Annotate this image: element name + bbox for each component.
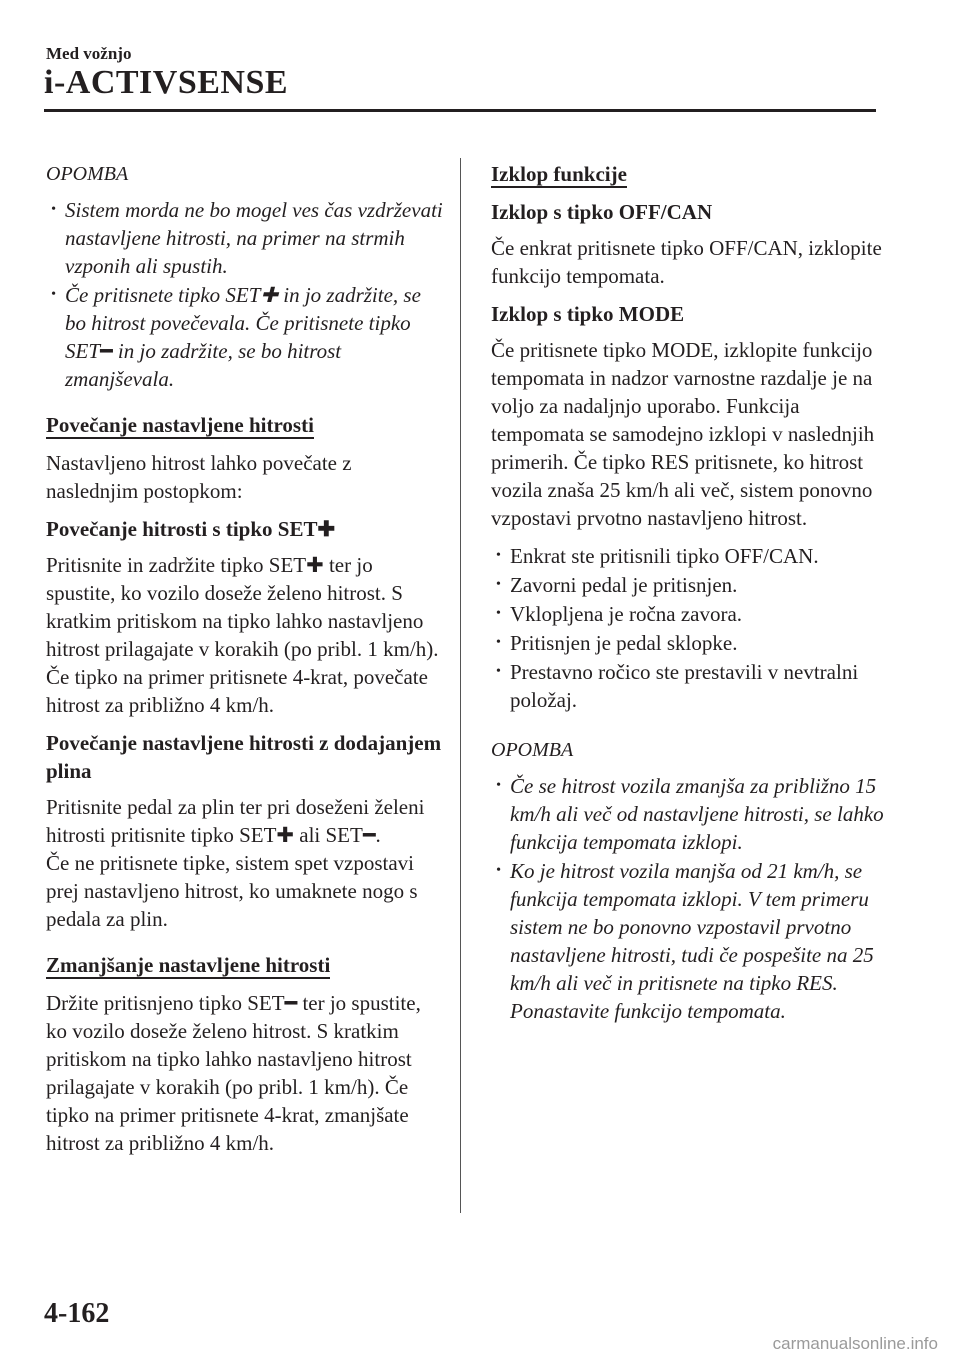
note-item: • Če se hitrost vozila zmanjša za približno 15 km/h ali več od nastavljene hitrosti, se lahko funkcija tempomata izklopi. <box>491 772 891 856</box>
section-heading-decrease: Zmanjšanje nastavljene hitrosti <box>46 953 331 977</box>
subheading-offcan: Izklop s tipko OFF/CAN <box>491 200 713 224</box>
watermark: carmanualsonline.info <box>772 1334 938 1353</box>
section-heading-increase: Povečanje nastavljene hitrosti <box>46 413 314 437</box>
subheading-set-plus: Povečanje hitrosti s tipko SET✚ <box>46 517 336 541</box>
page-title: i-ACTIVSENSE <box>44 64 289 101</box>
list-item: • Prestavno ročico ste prestavili v nevtralni položaj. <box>491 658 891 714</box>
note-item: • Ko je hitrost vozila manjša od 21 km/h, se funkcija tempomata izklopi. V tem primeru sistem ne bo ponovno vzpostavil prvotno nastavljene hitrosti, tudi če pospešite na 25 km/h ali več in pritisnete na tipko RES. Ponastavite funkcijo tempomata. <box>491 857 891 1025</box>
header-rule <box>44 109 876 112</box>
list-item: • Enkrat ste pritisnili tipko OFF/CAN. <box>491 542 891 570</box>
subheading-mode: Izklop s tipko MODE <box>491 302 685 326</box>
paragraph: Pritisnite pedal za plin ter pri doseženi želeni hitrosti pritisnite tipko SET✚ ali SET━. <box>46 795 425 847</box>
page-number: 4-162 <box>44 1298 110 1329</box>
section-label: Med vožnjo <box>46 44 132 63</box>
list-item: • Pritisnjen je pedal sklopke. <box>491 629 891 657</box>
note-item: • Sistem morda ne bo mogel ves čas vzdrževati nastavljene hitrosti, na primer na strmih vzponih ali spustih. <box>46 196 446 280</box>
cases-list <box>491 542 891 714</box>
note-heading: OPOMBA <box>46 163 129 185</box>
paragraph: Če enkrat pritisnete tipko OFF/CAN, izklopite funkcijo tempomata. <box>491 236 882 288</box>
subheading-throttle: Povečanje nastavljene hitrosti z dodajanjem plina <box>46 731 442 783</box>
section-heading-off: Izklop funkcije <box>491 162 627 186</box>
list-item: • Vklopljena je ročna zavora. <box>491 600 891 628</box>
note-heading: OPOMBA <box>491 739 574 761</box>
list-item: • Zavorni pedal je pritisnjen. <box>491 571 891 599</box>
note-list <box>46 196 446 393</box>
column-divider <box>460 158 461 1213</box>
paragraph: Če pritisnete tipko MODE, izklopite funkcijo tempomata in nadzor varnostne razdalje je na voljo za nadaljnjo uporabo. Funkcija tempomata se samodejno izklopi v naslednjih primerih. Če tipko RES pritisnete, ko hitrost vozila znaša 25 km/h ali več, sistem ponovno vzpostavi prvotno nastavljeno hitrost. <box>491 338 875 530</box>
note-list <box>491 772 891 1025</box>
paragraph: Nastavljeno hitrost lahko povečate z naslednjim postopkom: <box>46 451 352 503</box>
right-column <box>491 160 891 1035</box>
paragraph: Držite pritisnjeno tipko SET━ ter jo spustite, ko vozilo doseže želeno hitrost. S kratkim pritiskom na tipko lahko nastavljeno hitrost prilagajate v korakih (po pribl. 1 km/h). Če tipko na primer pritisnete 4-krat, zmanjšate hitrost za približno 4 km/h. <box>46 991 421 1155</box>
paragraph: Če ne pritisnete tipke, sistem spet vzpostavi prej nastavljeno hitrost, ko umaknete nogo s pedala za plin. <box>46 851 418 931</box>
paragraph: Pritisnite in zadržite tipko SET✚ ter jo spustite, ko vozilo doseže želeno hitrost. S kratkim pritiskom na tipko lahko nastavljeno hitrost prilagajate v korakih (po pribl. 1 km/h). Če tipko na primer pritisnete 4-krat, povečate hitrost za približno 4 km/h. <box>46 553 439 717</box>
left-column <box>46 160 446 1167</box>
note-item: • Če pritisnete tipko SET✚ in jo zadržite, se bo hitrost povečevala. Če pritisnete tipko SET━ in jo zadržite, se bo hitrost zmanjševala. <box>46 281 446 393</box>
